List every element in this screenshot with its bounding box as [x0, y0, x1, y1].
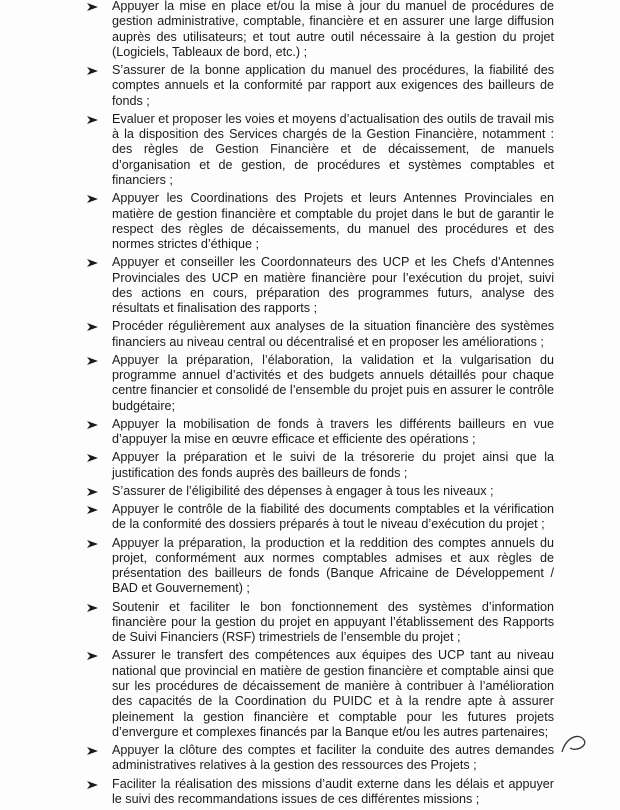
- list-item: [86, 450, 554, 481]
- arrowhead-bullet-icon: [86, 453, 100, 463]
- arrowhead-bullet-icon: [86, 356, 100, 366]
- arrowhead-bullet-icon: [86, 780, 100, 790]
- list-item-text: Appuyer la clôture des comptes et faciliter la conduite des autres demandes administratives relatives à la gestion des ressources des Projets ;: [112, 743, 554, 773]
- arrowhead-bullet-icon: [86, 115, 100, 125]
- list-item-text: Appuyer et conseiller les Coordonnateurs des UCP et les Chefs d’Antennes Provinciales des UCP en matière financière pour l’exécution du projet, suivi des actions en cours, préparation des programmes futurs, analyse des résultats et finalisation des rapports ;: [112, 255, 554, 316]
- list-item: [86, 191, 554, 252]
- arrowhead-bullet-icon: [86, 322, 100, 332]
- list-item: [86, 353, 554, 414]
- arrowhead-bullet-icon: [86, 2, 100, 12]
- arrowhead-bullet-icon: [86, 505, 100, 515]
- list-item: [86, 502, 554, 533]
- list-item-text: Assurer le transfert des compétences aux équipes des UCP tant au niveau national que provincial en matière de gestion financière et comptable ainsi que sur les procédures de décaissement de manière à contribuer à l’amélioration des capacités de la Coordination du PUIDC et à la rendre apte à assurer pleinement la gestion financière et comptable pour les futures projets d’envergure et complexes financés par la Banque et/ou les autres partenaires;: [112, 648, 554, 739]
- list-item-text: Appuyer la préparation et le suivi de la trésorerie du projet ainsi que la justification des fonds auprès des bailleurs de fonds ;: [112, 450, 554, 480]
- list-item: [86, 743, 554, 774]
- list-item: [86, 319, 554, 350]
- list-item: [86, 112, 554, 188]
- list-item-text: Appuyer la mobilisation de fonds à travers les différents bailleurs en vue d’appuyer la mise en œuvre efficace et efficiente des opérations ;: [112, 416, 554, 447]
- arrowhead-bullet-icon: [86, 420, 100, 430]
- list-item-text: Procéder régulièrement aux analyses de la situation financière des systèmes financiers au niveau central ou décentralisé et en proposer les améliorations ;: [112, 319, 554, 349]
- arrowhead-bullet-icon: [86, 487, 100, 497]
- list-item-text: Evaluer et proposer les voies et moyens d’actualisation des outils de travail mis à la disposition des Services chargés de la Gestion Financière, notamment : des règles de Gestion Financière et de décaissement, de manuels d’organisation et de gestion, de procédures et systèmes comptables et financiers ;: [112, 111, 554, 188]
- list-item-text: S’assurer de la bonne application du manuel des procédures, la fiabilité des comptes annuels et la conformité par rapport aux exigences des bailleurs de fonds ;: [112, 63, 554, 108]
- handwritten-mark-icon: [556, 730, 596, 756]
- list-item: [86, 63, 554, 109]
- list-item-text: Appuyer les Coordinations des Projets et leurs Antennes Provinciales en matière de gestion financière et comptable du projet dans le but de garantir le respect des règles de décaissements, du manuel des procédures et des normes strictes d’éthique ;: [112, 191, 554, 252]
- list-item: [86, 417, 554, 448]
- list-item-text: Soutenir et faciliter le bon fonctionnement des systèmes d’information financière pour la gestion du projet en appuyant l’établissement des Rapports de Suivi Financiers (RSF) trimestriels de l’ensemble du projet ;: [112, 599, 554, 645]
- list-item-text: Appuyer le contrôle de la fiabilité des documents comptables et la vérification de la conformité des dossiers préparés à tout le niveau d’exécution du projet ;: [112, 502, 554, 532]
- responsibilities-list: [86, 0, 554, 810]
- list-item: [86, 648, 554, 740]
- arrowhead-bullet-icon: [86, 66, 100, 76]
- list-item-text: Faciliter la réalisation des missions d’audit externe dans les délais et appuyer le suivi des recommandations issues de ces différentes missions ;: [112, 776, 554, 806]
- arrowhead-bullet-icon: [86, 258, 100, 268]
- list-item-text: S’assurer de l’éligibilité des dépenses à engager à tous les niveaux ;: [112, 483, 494, 498]
- arrowhead-bullet-icon: [86, 603, 100, 613]
- list-item: [86, 536, 554, 597]
- list-item: [86, 255, 554, 316]
- list-item: [86, 777, 554, 808]
- arrowhead-bullet-icon: [86, 539, 100, 549]
- list-item: [86, 600, 554, 646]
- list-item: [86, 484, 554, 499]
- list-item: [86, 0, 554, 60]
- list-item-text: Appuyer la préparation, l’élaboration, la validation et la vulgarisation du programme annuel d’activités et des budgets annuels détaillés pour chaque centre financier et consolidé de l’ensemble du projet puis en assurer le contrôle budgétaire;: [112, 352, 554, 413]
- list-item-text: Appuyer la préparation, la production et la reddition des comptes annuels du projet, conformément aux normes comptables admises et aux règles de présentation des bailleurs de fonds (Banque Africaine de Développement / BAD et Gouvernement) ;: [112, 535, 554, 596]
- arrowhead-bullet-icon: [86, 651, 100, 661]
- list-item-text: Appuyer la mise en place et/ou la mise à jour du manuel de procédures de gestion administrative, comptable, financière et en assurer une large diffusion auprès des utilisateurs; et tout autre outil nécessaire à la gestion du projet (Logiciels, Tableaux de bord, etc.) ;: [112, 0, 554, 59]
- arrowhead-bullet-icon: [86, 194, 100, 204]
- arrowhead-bullet-icon: [86, 746, 100, 756]
